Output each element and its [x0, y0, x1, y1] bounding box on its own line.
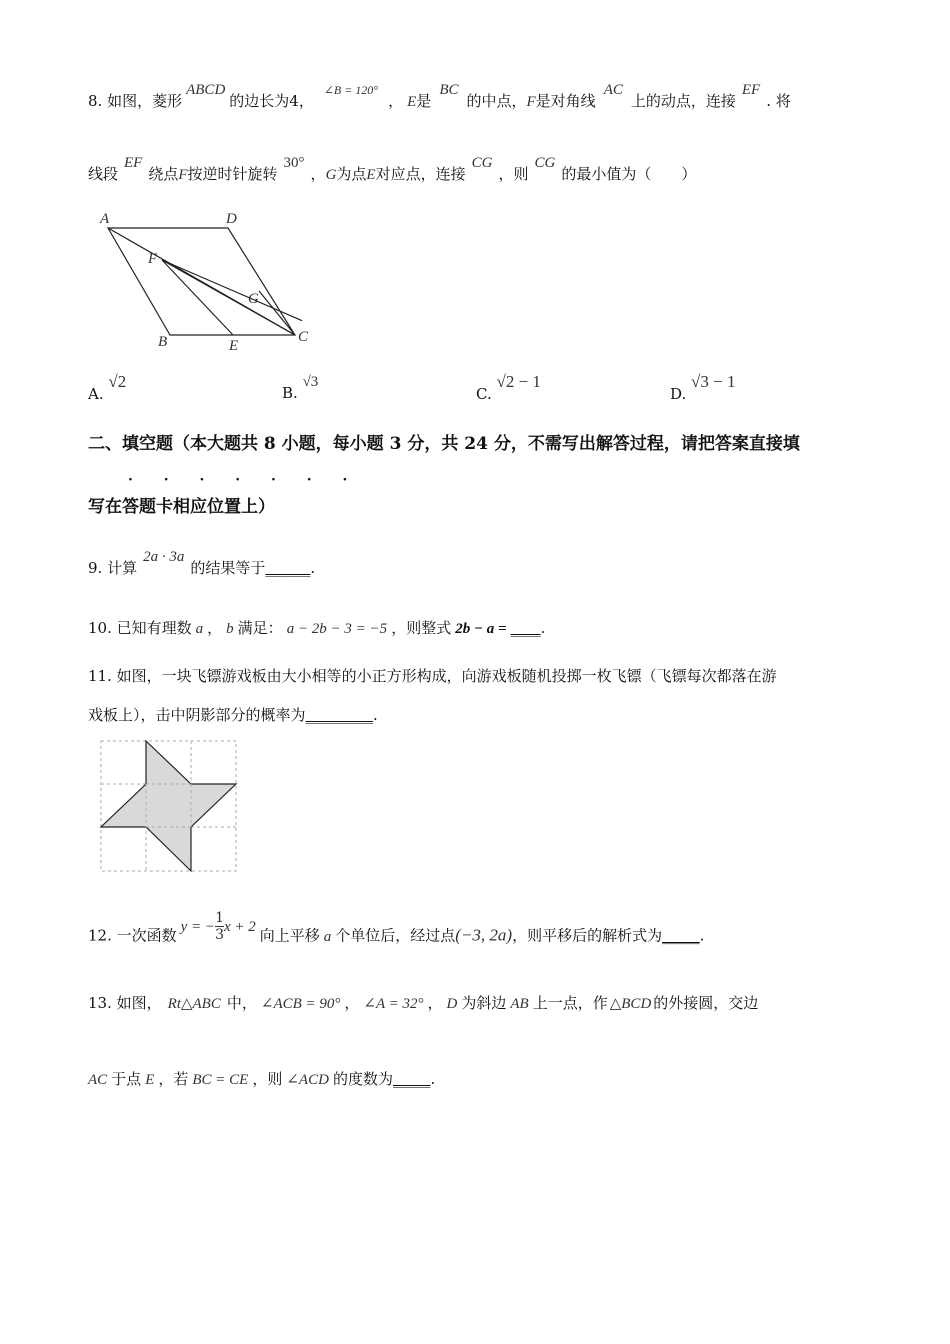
- shaded-star: [101, 741, 236, 871]
- answer-blank[interactable]: _____: [662, 926, 700, 945]
- section2-heading-line2: 写在答题卡相应位置上）: [88, 497, 275, 517]
- section2-heading-line1: 二、填空题（本大题共 8 小题，每小题 3 分，共 24 分，不需写出解答过程，请把答案直接填: [88, 434, 800, 454]
- answer-blank[interactable]: ______: [265, 559, 311, 577]
- q8-option-d: D. √3 − 1: [670, 372, 736, 403]
- q11-line1: 11. 如图，一块飞镖游戏板由大小相等的小正方形构成，向游戏板随机投掷一枚飞镖（飞镖每次都落在游: [88, 667, 777, 685]
- answer-blank[interactable]: ____: [510, 619, 541, 637]
- q8-line1: 8. 如图，菱形ABCD的边长为4，$^{\angle B = 120^\circ}$， E是BC的中点，F是对角线AC上的动点，连接EF. 将: [88, 82, 791, 110]
- q8-line2: 线段EF绕点F按逆时针旋转30°，G为点E对应点，连接CG，则CG的最小值为（ ）: [88, 155, 697, 183]
- segment-fg: [162, 260, 295, 335]
- q13-line2: AC 于点 E ，若 BC = CE ，则 ∠ACD 的度数为_____.: [88, 1070, 436, 1088]
- label-d: D: [226, 211, 237, 227]
- math-bc: BC: [439, 82, 459, 98]
- q9: 9. 计算2a · 3a的结果等于______.: [88, 549, 316, 577]
- fraction-one-third: $\frac{1}{3}$: [215, 910, 224, 943]
- q13-line1: 13. 如图， Rt△ABC 中， ∠ACB = 90° ， ∠A = 32° ， D 为斜边 AB 上一点，作 △BCD 的外接圆，交边: [88, 994, 759, 1012]
- label-g: G: [248, 291, 259, 307]
- q8-option-c: C. √2 − 1: [476, 372, 541, 403]
- segment-gc: [259, 291, 295, 335]
- q8-option-b: B. √3: [282, 374, 319, 402]
- label-e: E: [229, 338, 239, 354]
- answer-blank[interactable]: _____: [392, 1070, 431, 1088]
- q10: 10. 已知有理数 a ， b 满足： a − 2b − 3 = −5 ，则整式 2b − a = ____.: [88, 619, 546, 637]
- q8-option-a: A. √2: [88, 372, 127, 403]
- rhombus-figure: [95, 205, 335, 355]
- q8-number: 8.: [88, 92, 103, 110]
- emphasis-dots: · · · · · · ·: [128, 472, 361, 488]
- math-ac: AC: [603, 82, 623, 98]
- label-b: B: [158, 334, 168, 350]
- q11-line2: 戏板上），击中阴影部分的概率为_________.: [88, 706, 378, 724]
- answer-blank[interactable]: _________: [305, 706, 374, 724]
- segment-fc-upper: [162, 246, 302, 334]
- label-a: A: [100, 211, 110, 227]
- math-angle-b: ∠B = 120°: [323, 83, 379, 97]
- label-c: C: [298, 329, 309, 345]
- label-f: F: [148, 251, 158, 267]
- math-abcd: ABCD: [186, 82, 226, 98]
- math-ef: EF: [741, 82, 761, 98]
- segment-fe: [162, 260, 233, 335]
- dartboard-figure: [98, 737, 248, 877]
- q12: 12. 一次函数 y = − $\frac{1}{3}$ x + 2 向上平移 a 个单位后，经过点(−3, 2a)，则平移后的解析式为_____.: [88, 910, 705, 945]
